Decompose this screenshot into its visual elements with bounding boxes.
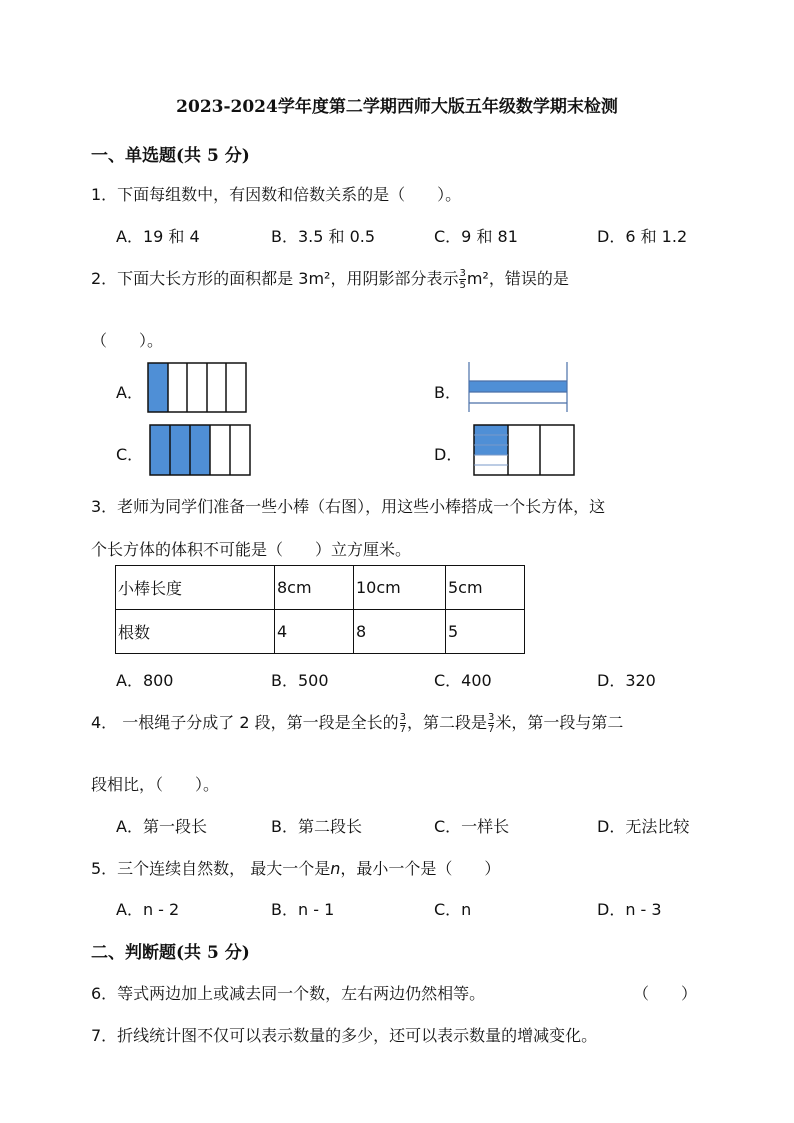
q1-option-a[interactable]: A．19 和 4 <box>116 227 200 246</box>
q2-option-a-label[interactable]: A． <box>116 383 143 402</box>
q2-fraction-denominator: 5 <box>459 280 466 291</box>
q4-fraction-2 <box>488 712 494 735</box>
q3-option-a[interactable]: A．800 <box>116 671 174 690</box>
q5-option-a[interactable]: A．n - 2 <box>116 900 180 919</box>
question-7-text: 7．折线统计图不仅可以表示数量的多少，还可以表示数量的增减变化。 <box>91 1026 598 1045</box>
section-true-false-heading: 二、判断题(共 5 分) <box>91 943 250 963</box>
q1-option-b[interactable]: B．3.5 和 0.5 <box>271 227 376 246</box>
question-2-paren: （ ）。 <box>91 331 164 350</box>
q1-option-c[interactable]: C．9 和 81 <box>434 227 518 246</box>
q6-answer-paren[interactable]: （ ） <box>633 984 698 1003</box>
q4-text-part-a: 4． 一根绳子分成了 2 段，第一段是全长的 <box>91 713 399 732</box>
question-3-text-line1: 3．老师为同学们准备一些小棒（右图），用这些小棒搭成一个长方体，这 <box>91 497 606 516</box>
q2-a-shaded-part <box>148 363 168 412</box>
question-4-text-line2: 段相比，（ ）。 <box>91 775 220 794</box>
question-2-text <box>91 266 569 291</box>
q5-option-b[interactable]: B．n - 1 <box>271 900 335 919</box>
table-cell: 5 <box>446 610 525 654</box>
table-cell: 4 <box>275 610 354 654</box>
table-cell: 10cm <box>354 566 446 610</box>
q3-option-b[interactable]: B．500 <box>271 671 329 690</box>
q4-option-a[interactable]: A．第一段长 <box>116 817 207 836</box>
q3-option-c[interactable]: C．400 <box>434 671 492 690</box>
table-cell: 根数 <box>116 610 275 654</box>
q4-option-b[interactable]: B．第二段长 <box>271 817 362 836</box>
table-row <box>116 566 525 610</box>
q2-fraction <box>459 268 465 291</box>
q4-fraction-2-denominator: 7 <box>488 724 495 735</box>
q2-b-shaded-part <box>469 381 567 392</box>
q4-fraction-1 <box>400 712 406 735</box>
q2-text-part-a: 2．下面大长方形的面积都是 3m²，用阴影部分表示 <box>91 269 459 288</box>
q4-fraction-1-numerator: 3 <box>399 712 406 723</box>
q5-text-part-a: 5．三个连续自然数， 最大一个是 <box>91 859 331 878</box>
q4-option-c[interactable]: C．一样长 <box>434 817 510 836</box>
table-cell: 5cm <box>446 566 525 610</box>
table-cell: 8 <box>354 610 446 654</box>
q2-option-a-figure[interactable] <box>146 362 250 414</box>
q2-option-b-label[interactable]: B． <box>434 383 461 402</box>
q5-variable-n: n <box>330 859 341 878</box>
q3-option-d[interactable]: D．320 <box>597 671 656 690</box>
q4-text-part-b: ，第二段是 <box>407 713 488 732</box>
q1-option-d[interactable]: D．6 和 1.2 <box>597 227 688 246</box>
table-cell: 小棒长度 <box>116 566 275 610</box>
page-title: 2023-2024学年度第二学期西师大版五年级数学期末检测 <box>176 97 618 117</box>
q5-option-c[interactable]: C．n <box>434 900 472 919</box>
q2-option-b-figure[interactable] <box>466 360 570 414</box>
q2-option-c-figure[interactable] <box>148 422 254 478</box>
question-4-text-line1 <box>91 710 623 735</box>
question-5-text <box>91 856 500 879</box>
q2-c-shaded-part <box>150 425 210 475</box>
question-1-text: 1．下面每组数中，有因数和倍数关系的是（ ）。 <box>91 185 462 204</box>
q5-option-d[interactable]: D．n - 3 <box>597 900 662 919</box>
q2-text-part-b: m²，错误的是 <box>466 269 569 288</box>
q2-d-shaded-part <box>474 425 508 455</box>
q2-option-d-label[interactable]: D． <box>434 445 463 464</box>
table-cell: 8cm <box>275 566 354 610</box>
section-single-choice-heading: 一、单选题(共 5 分) <box>91 146 250 166</box>
q2-option-d-figure[interactable] <box>472 422 576 478</box>
q2-option-c-label[interactable]: C． <box>116 445 144 464</box>
q4-fraction-1-denominator: 7 <box>399 724 406 735</box>
q4-option-d[interactable]: D．无法比较 <box>597 817 690 836</box>
q5-text-part-b: ，最小一个是（ ） <box>340 859 501 878</box>
q4-text-part-c: 米，第一段与第二 <box>495 713 624 732</box>
q3-stick-table <box>115 565 525 654</box>
table-row <box>116 610 525 654</box>
q2-fraction-numerator: 3 <box>459 268 466 279</box>
question-6-text: 6．等式两边加上或减去同一个数，左右两边仍然相等。 <box>91 984 486 1003</box>
q4-fraction-2-numerator: 3 <box>488 712 495 723</box>
question-3-text-line2: 个长方体的体积不可能是（ ）立方厘米。 <box>91 540 412 559</box>
